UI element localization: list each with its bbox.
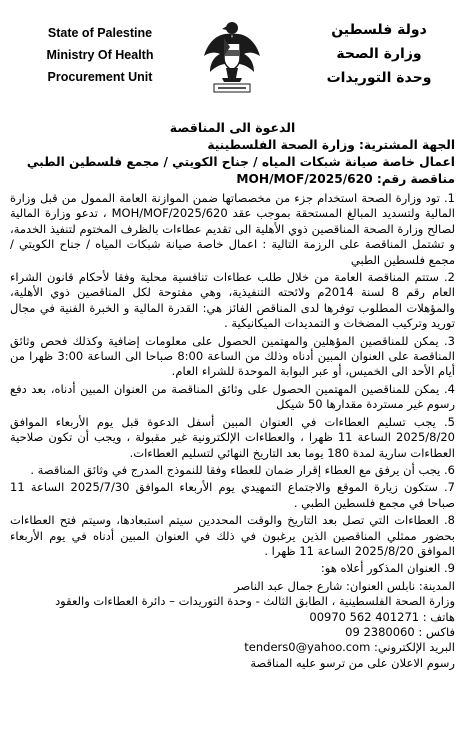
tender-ref-label: مناقصة رقم: [376,172,455,186]
subject-line: اعمال خاصة صيانة شبكات المياه / جناح الكويتي / مجمع فلسطين الطبي [26,155,455,169]
address-email [10,640,455,655]
phone-label: هاتف : [422,609,455,624]
ministry-name-ar: وزارة الصحة [336,46,422,62]
state-name-ar: دولة فلسطين [331,22,427,38]
unit-name-ar: وحدة التوريدات [326,70,432,86]
ad-fees-note: رسوم الاعلان على من ترسو عليه المناقصة [250,655,455,670]
clause-7: 7. ستكون زيارة الموقع والاجتماع التمهيدي يوم الأربعاء الموافق 2025/7/30 الساعة 11 صباحا في مجمع فلسطين الطبي . [10,480,455,510]
fax-label: فاكس : [418,624,455,639]
tender-reference [10,171,455,188]
letterhead-arabic [309,18,449,90]
clause-3: 3. يمكن للمناقصين المؤهلين والمهتمين الحصول على معلومات إضافية وكذلك فحص وثائق المناقصة على العنوان المبين أدناه وذلك من الساعة 8:00 صباحا الى الساعة 3:00 ظهرا من أيام الأحد الى الخميس، أو عبر البوابة الموحدة للشراء العام. [10,333,455,379]
letterhead-english [20,22,180,88]
clause-5: 5. يجب تسليم العطاءات في العنوان المبين أسفل الدعوة قبل يوم الأربعاء الموافق 2025/8/20 الساعة 11 ظهرا ، والعطاءات الإلكترونية غير مقبولة ، ويجب أن تكون صلاحية العطاءات سارية لمدة 180 يوما بعد التاريخ النهائي لتسليم العطاءات. [10,414,455,460]
clause-4: 4. يمكن للمناقصين المهتمين الحصول على وثائق المناقصة من العنوان المبين أدناه، بعد دفع رسوم غير مستردة مقدارها 50 شيكل [10,381,455,412]
state-name-en: State of Palestine [47,26,153,40]
letterhead [0,0,465,118]
address-fax [10,625,455,640]
clause-2: 2. ستتم المناقصة العامة من خلال طلب عطاءات تنافسية محلية وفقا لأحكام قانون الشراء العام رقم 8 لسنة 2014م ولائحته التنفيذية، وهي مفتوحة لكل المناقصين ذوي الأهلية، والمؤهلات المطلوب توفرها لدى المناقص الفائز هي: القدرة المالية و الخبرة الفنية في مجال توريد وتركيب المضخات و التمديدات الميكانيكية . [10,270,456,331]
notice-title: الدعوة الى المناقصة [169,120,296,135]
tender-notice [10,120,455,671]
tender-ref-value: MOH/MOF/2025/620 [236,172,373,186]
unit-name-en: Procurement Unit [47,70,153,84]
address-building: وزارة الصحة الفلسطينية ، الطابق الثالث - وحدة التوريدات – دائرة العطاءات والعقود [55,594,455,609]
buyer-line: الجهة المشترية: وزارة الصحة الفلسطينية [207,138,455,152]
fax-number: 09 2380060 [345,624,415,639]
clause-1: 1. تود وزارة الصحة استخدام جزء من مخصصاتها ضمن الموازنة العامة الممول من قبل وزارة المالية ولتسديد المبالغ المستحقة بموجب عقد MOH/MOF/2025/620 ، تدعو وزارة المالية لصالح وزارة الصحة المناقصين ذوي الأهلية الى تقديم عطاءات بالظرف المختوم لتنفيذ الخدمة، و تشتمل المناقصة على الرزمة التالية : اعمال خاصة صيانة شبكات المياه / جناح الكويتي / مجمع فلسطين الطبي [10,191,455,267]
address-city: المدينة: نابلس العنوان: شارع جمال عبد الناصر [234,578,455,593]
address-phone [10,610,455,625]
email-label: البريد الإلكتروني: [373,640,455,655]
phone-number: 00970 562 401271 [309,609,420,624]
clause-8: 8. العطاءات التي تصل بعد التاريخ والوقت المحددين سيتم استبعادها، وسيتم فتح العطاءات بحضور ممثلي المناقصين الذين يرغبون في ذلك في العنوان المبين أدناه في يوم الأربعاء الموافق 2025/8/20 الساعة 11 ظهرا . [10,513,455,558]
email-address[interactable]: tenders0@yahoo.com [244,640,371,655]
palestine-emblem-icon [200,12,264,96]
clause-6: 6. يجب أن يرفق مع العطاء إقرار ضمان للعطاء وفقا للنموذج المدرج في وثائق المناقصة . [30,462,455,477]
clause-9: 9. العنوان المذكور أعلاه هو: [320,561,455,576]
ministry-name-en: Ministry Of Health [46,48,154,62]
